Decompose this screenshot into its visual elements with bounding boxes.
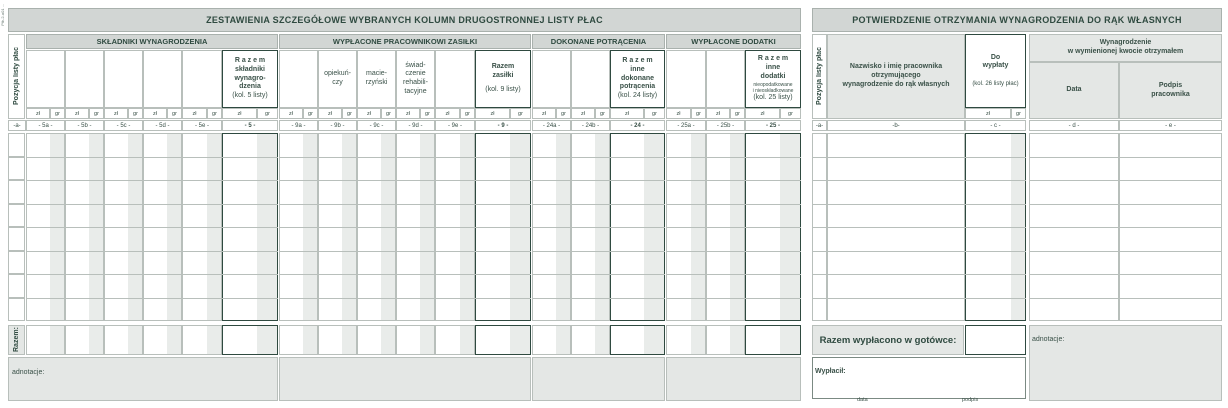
left-position-header: Pozycja listy płac [8, 34, 25, 119]
column-number: - 9e - [435, 120, 475, 131]
row-divider [666, 227, 706, 228]
row-divider [104, 180, 143, 181]
row-divider [965, 227, 1026, 228]
row-divider [745, 298, 801, 299]
row-divider [1029, 204, 1119, 205]
row-divider [666, 298, 706, 299]
col-do-wyplaty: Do wypłaty (kol. 26 listy płac) [965, 34, 1026, 108]
row-divider [222, 227, 278, 228]
row-divider [827, 180, 965, 181]
row-divider [279, 180, 318, 181]
left-col-header-cell [182, 50, 222, 108]
row-divider [475, 204, 531, 205]
row-divider [318, 251, 357, 252]
row-divider [532, 157, 571, 158]
right-num-a: -a- [812, 120, 827, 131]
row-divider [26, 180, 65, 181]
razem-wyplacono-label: Razem wypłacono w gotówce: [812, 325, 964, 355]
row-divider [318, 157, 357, 158]
row-divider [610, 204, 665, 205]
zl-cell: zł [318, 108, 342, 119]
row-divider [357, 180, 396, 181]
col-swiadczenie: świad- czenie rehabili- tacyjne [403, 61, 428, 95]
row-divider [182, 251, 222, 252]
row-divider [279, 204, 318, 205]
row-divider [666, 204, 706, 205]
row-divider [610, 180, 665, 181]
col-opiekunczy: opiekuń- czy [324, 70, 351, 86]
row-divider [65, 204, 104, 205]
column-number: - 9d - [396, 120, 435, 131]
row-divider [435, 227, 475, 228]
row-divider [1119, 204, 1222, 205]
row-divider [318, 180, 357, 181]
gr-cell: gr [207, 108, 222, 119]
left-col-header-cell [279, 50, 318, 108]
gr-shade [460, 326, 474, 354]
column-number: - 9b - [318, 120, 357, 131]
row-divider [475, 180, 531, 181]
row-divider [475, 251, 531, 252]
wyplacil-box[interactable]: Wypłacił: [812, 357, 1026, 399]
row-divider [571, 251, 610, 252]
column-number: - 9a - [279, 120, 318, 131]
row-divider [143, 251, 182, 252]
right-title: POTWIERDZENIE OTRZYMANIA WYNAGRODZENIA DO RĄK WŁASNYCH [812, 8, 1222, 32]
right-adnotacje: adnotacje: [1029, 325, 1222, 401]
row-divider [279, 227, 318, 228]
row-divider [1029, 251, 1119, 252]
row-divider [65, 180, 104, 181]
row-position-cell[interactable] [8, 133, 25, 157]
row-divider [1119, 251, 1222, 252]
row-divider [279, 157, 318, 158]
row-divider [396, 204, 435, 205]
gr-cell: gr [420, 108, 435, 119]
row-divider [143, 180, 182, 181]
row-divider [812, 157, 827, 158]
row-divider [532, 298, 571, 299]
col-razem-zasilki: Razem zasiłki (kol. 9 listy) [475, 50, 531, 108]
row-divider [571, 274, 610, 275]
row-divider [475, 157, 531, 158]
right-num-d: - d - [1029, 120, 1119, 131]
row-divider [666, 180, 706, 181]
row-divider [435, 204, 475, 205]
left-col-header-cell [706, 50, 745, 108]
row-divider [26, 251, 65, 252]
row-divider [532, 251, 571, 252]
row-divider [666, 251, 706, 252]
row-divider [812, 204, 827, 205]
row-divider [318, 227, 357, 228]
row-divider [104, 274, 143, 275]
zl-cell: zł [666, 108, 691, 119]
row-divider [65, 227, 104, 228]
column-number: - 5d - [143, 120, 182, 131]
row-divider [357, 298, 396, 299]
gr-shade [207, 326, 221, 354]
row-position-cell[interactable] [8, 274, 25, 298]
left-razem-label: Razem: [8, 325, 25, 355]
row-divider [666, 157, 706, 158]
row-divider [396, 157, 435, 158]
do-wyplaty-gr: gr [1011, 108, 1026, 119]
group-dodatki: WYPŁACONE DODATKI [666, 34, 801, 49]
row-divider [532, 204, 571, 205]
zl-cell: zł [65, 108, 89, 119]
row-divider [706, 157, 745, 158]
gr-cell: gr [510, 108, 531, 119]
col-macierzynski: macie- rzyński [365, 70, 388, 86]
row-position-cell[interactable] [8, 251, 25, 275]
row-divider [222, 274, 278, 275]
gr-cell: gr [780, 108, 801, 119]
gr-cell: gr [257, 108, 278, 119]
row-divider [610, 251, 665, 252]
group-skladniki: SKŁADNIKI WYNAGRODZENIA [26, 34, 278, 49]
row-divider [532, 227, 571, 228]
row-divider [610, 298, 665, 299]
row-divider [1029, 180, 1119, 181]
column-number: - 5e - [182, 120, 222, 131]
left-col-header-cell [666, 50, 706, 108]
col-razem-potracenia: R a z e m inne dokonane potrącenia (kol. 24 listy) [610, 50, 665, 108]
column-number: - 5 - [222, 120, 278, 131]
column-number: -a- [8, 120, 26, 131]
row-divider [26, 274, 65, 275]
gr-cell: gr [595, 108, 610, 119]
row-divider [745, 274, 801, 275]
row-divider [706, 180, 745, 181]
row-divider [812, 298, 827, 299]
row-divider [435, 180, 475, 181]
row-divider [812, 274, 827, 275]
row-divider [279, 274, 318, 275]
row-divider [435, 157, 475, 158]
row-divider [475, 227, 531, 228]
row-divider [182, 227, 222, 228]
group-potracenia: DOKONANE POTRĄCENIA [532, 34, 665, 49]
col-podpis: Podpis pracownika [1119, 62, 1222, 119]
row-divider [1029, 227, 1119, 228]
zl-cell: zł [396, 108, 420, 119]
row-divider [26, 204, 65, 205]
row-divider [745, 157, 801, 158]
left-col-header-cell [104, 50, 143, 108]
row-divider [812, 251, 827, 252]
row-divider [182, 274, 222, 275]
left-adnotacje-4 [666, 357, 801, 401]
row-divider [143, 157, 182, 158]
row-divider [104, 251, 143, 252]
zl-cell: zł [279, 108, 303, 119]
gr-cell: gr [556, 108, 571, 119]
row-divider [475, 298, 531, 299]
row-divider [357, 274, 396, 275]
column-number: - 24b - [571, 120, 610, 131]
row-divider [104, 157, 143, 158]
row-divider [610, 274, 665, 275]
row-divider [965, 180, 1026, 181]
row-divider [357, 204, 396, 205]
row-divider [745, 180, 801, 181]
row-divider [143, 298, 182, 299]
zl-cell: zł [571, 108, 595, 119]
gr-cell: gr [381, 108, 396, 119]
row-divider [222, 251, 278, 252]
gr-cell: gr [691, 108, 706, 119]
row-divider [104, 204, 143, 205]
row-divider [435, 274, 475, 275]
zl-cell: zł [182, 108, 207, 119]
row-divider [143, 227, 182, 228]
form-code: Płb-2-a01 ... [0, 4, 5, 26]
row-divider [435, 251, 475, 252]
col-razem-skladniki: R a z e m składniki wynagro- dzenia (kol. 5 listy) [222, 50, 278, 108]
zl-cell: zł [532, 108, 556, 119]
row-divider [26, 157, 65, 158]
do-wyplaty-zl: zł [965, 108, 1011, 119]
column-number: - 25b - [706, 120, 745, 131]
row-position-cell[interactable] [8, 227, 25, 251]
row-divider [1029, 298, 1119, 299]
left-col-header-cell [26, 50, 65, 108]
gr-shade [167, 326, 181, 354]
gr-shade [556, 326, 570, 354]
row-divider [965, 204, 1026, 205]
row-divider [65, 157, 104, 158]
row-divider [182, 157, 222, 158]
gr-cell: gr [303, 108, 318, 119]
row-divider [182, 180, 222, 181]
row-divider [745, 227, 801, 228]
right-num-e: - e - [1119, 120, 1222, 131]
gr-shade [342, 326, 356, 354]
gr-shade [89, 326, 103, 354]
gr-shade [691, 326, 705, 354]
gr-shade [257, 326, 277, 354]
column-number: - 25a - [666, 120, 706, 131]
row-divider [827, 204, 965, 205]
row-divider [965, 251, 1026, 252]
col-received: Wynagrodzenie w wymienionej kwocie otrzymałem [1029, 34, 1222, 62]
right-position-header: Pozycja listy płac [812, 34, 827, 119]
row-divider [571, 180, 610, 181]
row-divider [965, 274, 1026, 275]
gr-cell: gr [50, 108, 65, 119]
column-number: - 5c - [104, 120, 143, 131]
row-divider [396, 251, 435, 252]
row-position-cell[interactable] [8, 180, 25, 204]
gr-cell: gr [128, 108, 143, 119]
row-divider [666, 274, 706, 275]
gr-cell: gr [644, 108, 665, 119]
row-divider [1119, 274, 1222, 275]
row-divider [706, 274, 745, 275]
row-divider [610, 157, 665, 158]
row-divider [827, 227, 965, 228]
row-divider [532, 274, 571, 275]
row-divider [65, 251, 104, 252]
row-divider [143, 204, 182, 205]
col-data: Data [1029, 62, 1119, 119]
row-divider [104, 227, 143, 228]
left-adnotacje-2 [279, 357, 531, 401]
zl-cell: zł [357, 108, 381, 119]
row-divider [965, 298, 1026, 299]
gr-cell: gr [460, 108, 475, 119]
zl-cell: zł [435, 108, 460, 119]
gr-cell: gr [89, 108, 104, 119]
row-divider [571, 227, 610, 228]
row-divider [396, 298, 435, 299]
left-col-header-cell [143, 50, 182, 108]
row-divider [571, 157, 610, 158]
gr-shade [128, 326, 142, 354]
row-divider [1119, 298, 1222, 299]
col-name: Nazwisko i imię pracownika otrzymującego wynagrodzenie do rąk własnych [827, 34, 965, 119]
row-divider [65, 274, 104, 275]
column-number: - 5b - [65, 120, 104, 131]
group-zasilki: WYPŁACONE PRACOWNIKOWI ZASIŁKI [279, 34, 531, 49]
left-col-header-cell [532, 50, 571, 108]
row-divider [827, 251, 965, 252]
row-divider [318, 274, 357, 275]
zl-cell: zł [475, 108, 510, 119]
row-divider [1119, 157, 1222, 158]
column-number: - 24a - [532, 120, 571, 131]
column-number: - 25 - [745, 120, 801, 131]
row-divider [571, 298, 610, 299]
row-divider [1119, 227, 1222, 228]
wyplacil-data-label: data [857, 397, 868, 403]
gr-cell: gr [730, 108, 745, 119]
row-divider [571, 204, 610, 205]
left-adnotacje-3 [532, 357, 665, 401]
row-divider [143, 274, 182, 275]
row-divider [357, 251, 396, 252]
row-position-cell[interactable] [8, 157, 25, 181]
row-divider [279, 298, 318, 299]
zl-cell: zł [26, 108, 50, 119]
razem-wyplacono-value[interactable] [965, 325, 1026, 355]
row-divider [965, 157, 1026, 158]
row-divider [182, 204, 222, 205]
row-divider [318, 298, 357, 299]
zl-cell: zł [745, 108, 780, 119]
row-divider [396, 274, 435, 275]
row-divider [104, 298, 143, 299]
row-divider [26, 227, 65, 228]
row-divider [222, 180, 278, 181]
row-divider [435, 298, 475, 299]
row-divider [812, 227, 827, 228]
column-number: - 9c - [357, 120, 396, 131]
wyplacil-podpis-label: podpis [962, 397, 979, 403]
row-divider [827, 298, 965, 299]
row-divider [1029, 157, 1119, 158]
row-divider [812, 180, 827, 181]
gr-shade [510, 326, 530, 354]
left-title: ZESTAWIENIA SZCZEGÓŁOWE WYBRANYCH KOLUMN DRUGOSTRONNEJ LISTY PŁAC [8, 8, 801, 32]
col-razem-dodatki: R a z e m inne dodatki nieopodatkowane i nieoskładkowane (kol. 25 listy) [745, 50, 801, 108]
row-divider [1119, 180, 1222, 181]
column-number: - 24 - [610, 120, 665, 131]
gr-cell: gr [342, 108, 357, 119]
row-divider [610, 227, 665, 228]
row-divider [357, 227, 396, 228]
row-position-cell[interactable] [8, 298, 25, 322]
right-num-b: -b- [827, 120, 965, 131]
gr-shade [303, 326, 317, 354]
row-divider [396, 227, 435, 228]
row-divider [745, 251, 801, 252]
left-col-header-cell [435, 50, 475, 108]
row-divider [222, 204, 278, 205]
row-divider [182, 298, 222, 299]
row-divider [827, 157, 965, 158]
row-divider [222, 298, 278, 299]
gr-shade [381, 326, 395, 354]
row-divider [706, 204, 745, 205]
column-number: - 5a - [26, 120, 65, 131]
gr-shade [644, 326, 664, 354]
zl-cell: zł [222, 108, 257, 119]
gr-shade [730, 326, 744, 354]
row-divider [396, 180, 435, 181]
column-number: - 9 - [475, 120, 531, 131]
left-col-header-cell [571, 50, 610, 108]
row-divider [1029, 274, 1119, 275]
left-col-header-cell [65, 50, 104, 108]
zl-cell: zł [610, 108, 644, 119]
row-divider [65, 298, 104, 299]
row-divider [357, 157, 396, 158]
zl-cell: zł [104, 108, 128, 119]
row-divider [706, 227, 745, 228]
row-divider [827, 274, 965, 275]
row-divider [745, 204, 801, 205]
row-divider [475, 274, 531, 275]
row-divider [26, 298, 65, 299]
row-divider [279, 251, 318, 252]
row-position-cell[interactable] [8, 204, 25, 228]
gr-shade [420, 326, 434, 354]
row-divider [532, 180, 571, 181]
row-divider [318, 204, 357, 205]
zl-cell: zł [706, 108, 730, 119]
row-divider [706, 298, 745, 299]
gr-shade [595, 326, 609, 354]
right-num-c: - c - [965, 120, 1026, 131]
row-divider [706, 251, 745, 252]
gr-shade [780, 326, 800, 354]
left-adnotacje: adnotacje: [8, 357, 278, 401]
row-divider [222, 157, 278, 158]
gr-cell: gr [167, 108, 182, 119]
zl-cell: zł [143, 108, 167, 119]
gr-shade [50, 326, 64, 354]
